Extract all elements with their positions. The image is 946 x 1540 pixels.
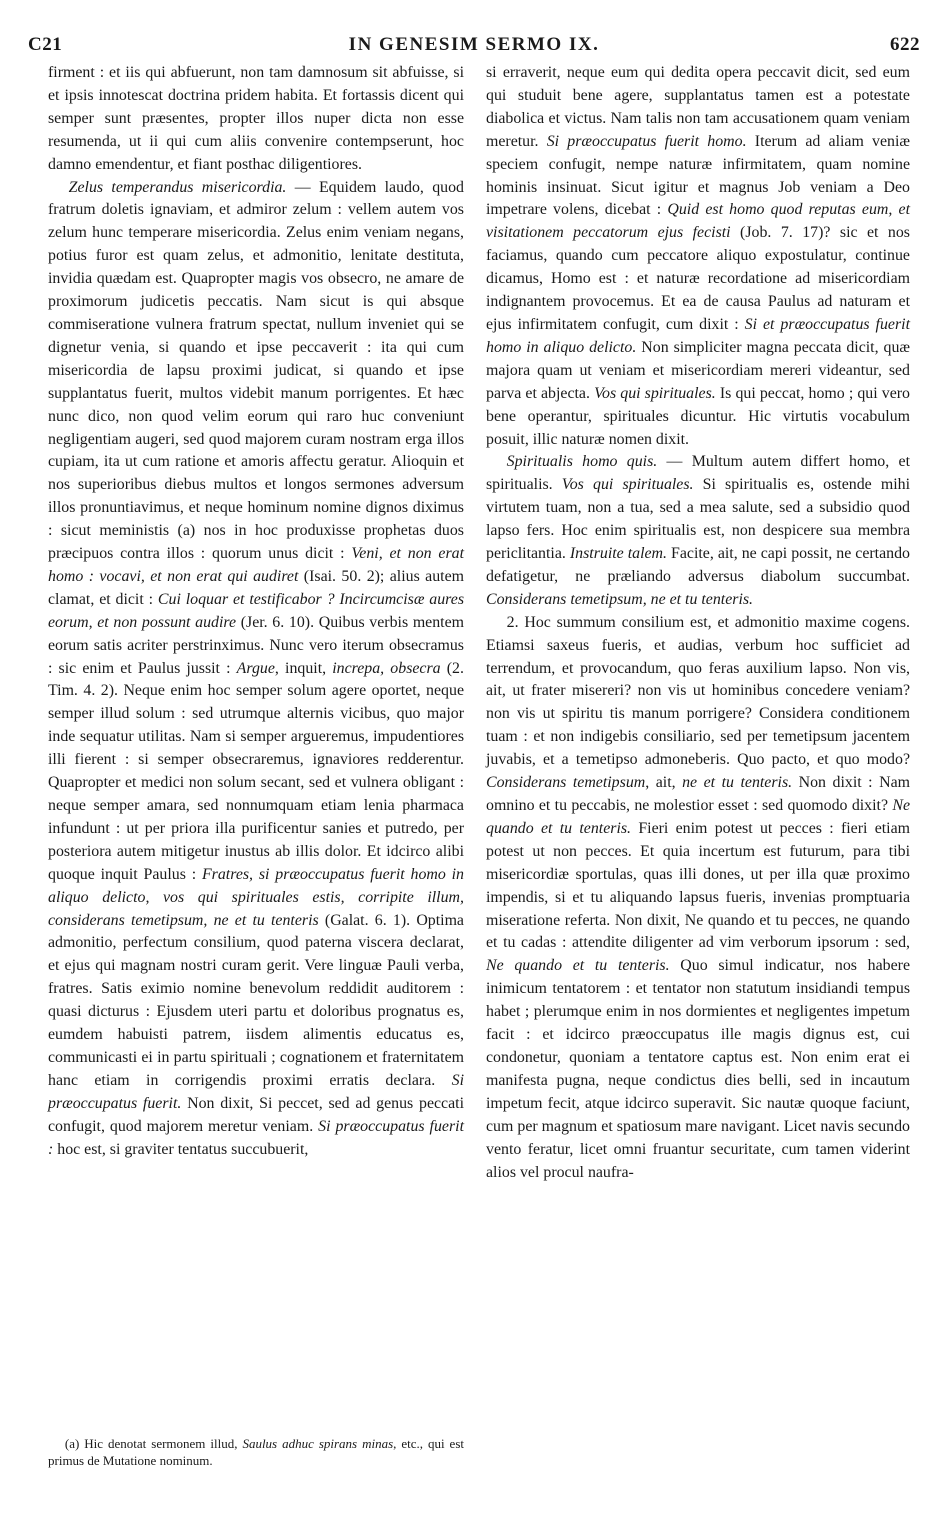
running-title: IN GENESIM SERMO IX.	[348, 34, 600, 55]
paragraph: Spiritualis homo quis. — Multum autem differt homo, et spiritualis. Vos qui spirituales. Si spiritualis es, ostende mihi virtutem tuam, non a tua, sed a mea salute, sed a subsidio quod lapso fers. Hoc enim spiritualis est, non despicere sua membra periclitantia. Instruite talem. Facite, ait, ne capi possit, ne certando defatigetur, ne præliando adversus diabolum succumbat. Considerans temetipsum, ne et tu tenteris.	[486, 453, 910, 608]
page-header	[28, 34, 920, 58]
paragraph: si erraverit, neque eum qui dedita opera peccavit dicit, sed eum qui studuit bene agere, supplantatus tamen est a potestate diabolica et victus. Nam talis non tam accusationem quam veniam meretur. Si præoccupatus fuerit homo. Iterum ad aliam veniæ speciem confugit, nempe naturæ infirmitatem, quam nomine hominis insinuat. Sicut igitur et magnus Job veniam a Deo impetrare volens, dicebat : Quid est homo quod reputas eum, et visitationem peccatorum ejus fecisti (Job. 7. 17)? sic et nos faciamus, quando cum peccatore aliquo expostulatur, continue dicamus, Homo est : et naturæ recordatione ad misericordiam indignantem provocemus. Et ea de causa Paulus ad naturam et ejus infirmitatem confugit, cum dixit : Si et præoccupatus fuerit homo in aliquo delicto. Non simpliciter magna peccata dicit, quæ majora quam ut veniam et misericordiam mereri videantur, sed parva et abjecta. Vos qui spirituales. Is qui peccat, homo ; qui vero bene operantur, spirituales dicuntur. Hic virtutis vocabulum posuit, illic naturæ nomen dixit.	[486, 64, 911, 448]
section-heading: Spiritualis homo quis.	[506, 453, 658, 471]
footnote: (a) Hic denotat sermonem illud, Saulus adhuc spirans minas, etc., qui est primus de Mutatione nominum.	[48, 1436, 464, 1468]
page-number-left: C21	[28, 34, 63, 55]
paragraph: Zelus temperandus misericordia. — Equidem laudo, quod fratrum doletis ignaviam, et admiror zelum : vellem autem vos zelum hunc temperare misericordia. Zelus enim veniam negans, potius furor est quam zelus, et admonitio, lenitate destituta, invidia quædam est. Quapropter magis vos obsecro, ne amare de proximorum judicetis peccatis. Nam sicut is qui absque commiseratione vulnera fratrum spectat, nullum inveniet qui se dignetur venia, si quando et ipse peccaverit : ita qui cum misericordia de lapsu proximi judicat, si quando et ipse supplantatus fuerit, multos videbit manum porrigentes. Et hæc nunc dico, non quod velim eorum qui raro huc conveniunt negligentiam augeri, sed quod majorem curam nostram erga illos cupiam, ita ut cum ratione et amoris affectu geratur. Alioquin et nos superioribus diebus multos et longos sermones adversum illos pronuntiavimus, et neque hominum nomine dignos diximus : sicut meministis (a) nos in hoc produxisse prophetas duos præcipuos contra illos : quorum unus dicit : Veni, et non erat homo : vocavi, et non erat qui audiret (Isai. 50. 2); alius autem clamat, et dicit : Cui loquar et testificabor ? Incircumcisæ aures eorum, et non possunt audire (Jer. 6. 10). Quibus verbis mentem eorum satis acriter perstrinximus. Nunc vero iterum obsecramus : sic enim et Paulus jussit : Argue, inquit, increpa, obsecra (2. Tim. 4. 2). Neque enim hoc semper solum agere oportet, neque semper illud solum : sed utrumque alternis vicibus, quo major inde sequatur utilitas. Nam si semper argueremus, impudentiores illi fierent : si semper obsecraremus, ignaviores redderentur. Quapropter et medici non solum secant, sed et vulnera obligant : neque semper amara, sed nonnumquam etiam lenia pharmaca infundunt : ut per priora illa purificentur sanies et putredo, per posteriora autem mitigetur inustus ab illis dolor. Et idcirco alibi quoque inquit Paulus : Fratres, si præoccupatus fuerit homo in aliquo delicto, vos qui spirituales estis, corripite illum, considerans temetipsum, ne et tu tenteris (Galat. 6. 1). Optima admonitio, perfectum consilium, quod paterna viscera declarat, et ejus qui magnam nostri curam gerit. Vere linguæ Pauli verba, fratres. Satis eximio nomine benevolum reddidit auditorem : quasi dicturus : Ejusdem uteri partu et doloribus prognatus es, eumdem habuisti patrem, iisdem alimentis educatus es, communicasti ei in partu spirituali ; cognationem et fraternitatem hanc etiam in corrigendis proximi erratis declara. Si præoccupatus fuerit. Non dixit, Si peccet, sed ad genus peccati confugit, quod majorem meretur veniam. Si præoccupatus fuerit : hoc est, si graviter tentatus succubuerit,	[48, 178, 465, 1158]
right-column	[486, 62, 910, 1472]
paragraph: firment : et iis qui abfuerunt, non tam damnosum sit abfuisse, si et ipsis innotescat doctrina pridem habita. Et fortassis dicent qui semper sunt præsentes, propter illos nuper dicta non esse resumenda, ut ii qui cum aliis convenire contempserunt, hoc damno emendentur, et fiant posthac diligentiores.	[48, 64, 464, 173]
left-column	[48, 62, 464, 1472]
page-number-right: 622	[890, 34, 920, 55]
paragraph: 2. Hoc summum consilium est, et admonitio maxime cogens. Etiamsi saxeus fueris, et audias, verbum hoc sufficiet ad terrendum, et provocandum, quo feras auxilium lapso. Non vis, ait, ut frater misereri? non vis ut hominibus concedere veniam? non vis ut spiritu tis manum porrigere? Considera conditionem tuam : et non indigebis consiliario, sed per temetipsum jacentem juvabis, et a temetipso admoneberis. Quo pacto, et quo modo? Considerans temetipsum, ait, ne et tu tenteris. Non dixit : Nam omnino et tu peccabis, ne molestior esset : sed quomodo dixit? Ne quando et tu tenteris. Fieri enim potest ut pecces : fieri etiam potest ut non pecces. Et quia incertum est futurum, para tibi misericordiæ sportulas, quas illi dones, ut per illa quæ proximo impendis, si et tu aliquando lapsus fueris, invenias promptuaria miseratione referta. Non dixit, Ne quando et tu pecces, ne quando et tu cadas : attendite diligenter ad vim verborum ipsorum : sed, Ne quando et tu tenteris. Quo simul indicatur, nos habere inimicum tentatorem : et tentator non statutum insidiandi tempus habet ; plerumque enim in nos dormientes et negligentes impetum facit : et idcirco præoccupatus ille magis dignus est, cui condonetur, quoniam a tentatore captus est. Non enim erat ei manifesta pugna, neque condictus dies belli, sed in incautum impetum fecit, atque idcirco superavit. Sic nautæ quoque faciunt, cum per magnum et spatiosum mare navigant. Licet navis secundo vento feratur, licet omni fruantur securitate, cum tamen viderint alios vel procul naufra-	[486, 613, 911, 1181]
section-heading: Zelus temperandus misericordia.	[68, 178, 287, 196]
